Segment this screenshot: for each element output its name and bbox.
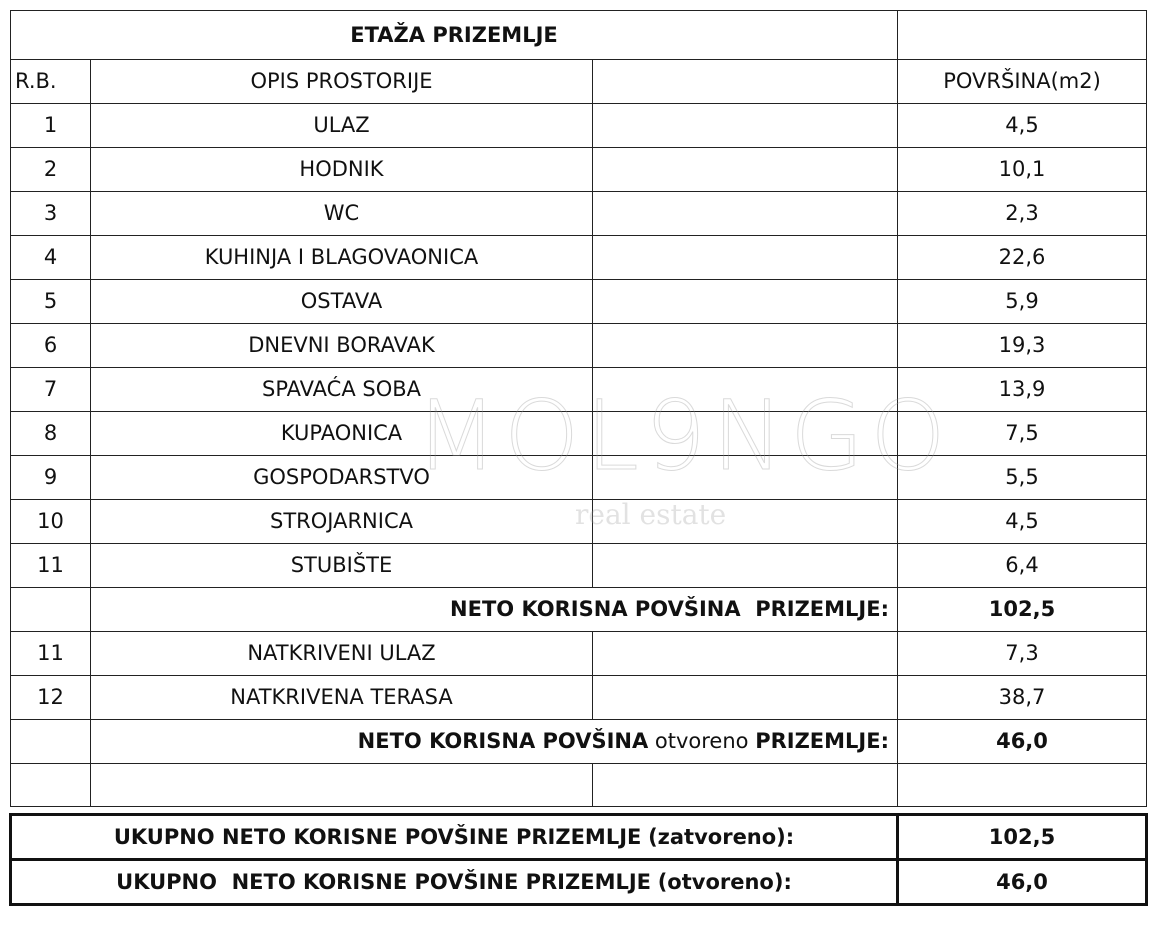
row-empty-cell <box>593 324 898 368</box>
room-name: DNEVNI BORAVAK <box>91 324 593 368</box>
total-open-row <box>11 860 1147 905</box>
table-row <box>11 412 1147 456</box>
room-area: 13,9 <box>898 368 1147 412</box>
row-number: 9 <box>11 456 91 500</box>
row-number: 11 <box>11 544 91 588</box>
room-area: 7,3 <box>898 632 1147 676</box>
area-table <box>9 10 1148 906</box>
row-empty-cell <box>593 148 898 192</box>
table-title-empty-cell <box>898 11 1147 60</box>
total-closed-label-normal: (zatvoreno): <box>648 824 795 849</box>
empty-cell <box>91 764 593 807</box>
table-row <box>11 148 1147 192</box>
table-row <box>11 456 1147 500</box>
room-area: 2,3 <box>898 192 1147 236</box>
room-name: STROJARNICA <box>91 500 593 544</box>
room-name: KUHINJA I BLAGOVAONICA <box>91 236 593 280</box>
header-empty-cell <box>593 60 898 104</box>
total-closed-row <box>11 815 1147 860</box>
row-empty-cell <box>593 236 898 280</box>
subtotal-closed-row <box>11 588 1147 632</box>
header-povrsina: POVRŠINA(m2) <box>898 60 1147 104</box>
table-row <box>11 236 1147 280</box>
gap-cell <box>11 807 1147 815</box>
table-row <box>11 368 1147 412</box>
total-closed-label <box>11 815 898 860</box>
room-name: WC <box>91 192 593 236</box>
row-empty-cell <box>593 456 898 500</box>
row-empty-cell <box>593 632 898 676</box>
row-empty-cell <box>593 280 898 324</box>
subtotal-closed-label: NETO KORISNA POVŠINA PRIZEMLJE: <box>91 588 898 632</box>
room-area: 38,7 <box>898 676 1147 720</box>
area-table-sheet <box>9 10 1148 906</box>
room-name: SPAVAĆA SOBA <box>91 368 593 412</box>
row-empty-cell <box>593 544 898 588</box>
header-opis: OPIS PROSTORIJE <box>91 60 593 104</box>
table-title: ETAŽA PRIZEMLJE <box>11 11 898 60</box>
subtotal-open-empty-cell <box>11 720 91 764</box>
row-number: 5 <box>11 280 91 324</box>
room-area: 19,3 <box>898 324 1147 368</box>
room-name: STUBIŠTE <box>91 544 593 588</box>
subtotal-open-label <box>91 720 898 764</box>
table-row <box>11 632 1147 676</box>
subtotal-open-row <box>11 720 1147 764</box>
room-area: 4,5 <box>898 500 1147 544</box>
total-open-value: 46,0 <box>898 860 1147 905</box>
row-number: 1 <box>11 104 91 148</box>
room-name: HODNIK <box>91 148 593 192</box>
room-name: NATKRIVENI ULAZ <box>91 632 593 676</box>
subtotal-open-label-part2: otvoreno <box>654 729 749 753</box>
subtotal-empty-cell <box>11 588 91 632</box>
row-number: 10 <box>11 500 91 544</box>
row-number: 3 <box>11 192 91 236</box>
subtotal-open-value: 46,0 <box>898 720 1147 764</box>
room-name: GOSPODARSTVO <box>91 456 593 500</box>
table-row <box>11 280 1147 324</box>
room-name: ULAZ <box>91 104 593 148</box>
table-row <box>11 544 1147 588</box>
row-empty-cell <box>593 676 898 720</box>
watermark-brand: MOL9NGO <box>415 380 952 492</box>
row-empty-cell <box>593 500 898 544</box>
row-number: 4 <box>11 236 91 280</box>
total-open-label <box>11 860 898 905</box>
row-number: 8 <box>11 412 91 456</box>
table-row <box>11 324 1147 368</box>
room-name: OSTAVA <box>91 280 593 324</box>
empty-row <box>11 764 1147 807</box>
table-row <box>11 104 1147 148</box>
empty-cell <box>898 764 1147 807</box>
row-empty-cell <box>593 104 898 148</box>
room-name: NATKRIVENA TERASA <box>91 676 593 720</box>
subtotal-closed-value: 102,5 <box>898 588 1147 632</box>
row-number: 2 <box>11 148 91 192</box>
table-header-row <box>11 60 1147 104</box>
row-number: 12 <box>11 676 91 720</box>
row-number: 11 <box>11 632 91 676</box>
room-area: 4,5 <box>898 104 1147 148</box>
room-name: KUPAONICA <box>91 412 593 456</box>
empty-cell <box>11 764 91 807</box>
room-area: 5,5 <box>898 456 1147 500</box>
total-open-label-normal: (otvoreno): <box>657 869 792 894</box>
row-empty-cell <box>593 192 898 236</box>
table-title-row <box>11 11 1147 60</box>
row-empty-cell <box>593 412 898 456</box>
subtotal-open-label-part3: PRIZEMLJE: <box>755 729 889 753</box>
total-closed-label-bold: UKUPNO NETO KORISNE POVŠINE PRIZEMLJE <box>113 824 642 849</box>
row-empty-cell <box>593 368 898 412</box>
room-area: 5,9 <box>898 280 1147 324</box>
total-closed-value: 102,5 <box>898 815 1147 860</box>
room-area: 7,5 <box>898 412 1147 456</box>
empty-cell <box>593 764 898 807</box>
row-number: 7 <box>11 368 91 412</box>
subtotal-open-label-part1: NETO KORISNA POVŠINA <box>357 729 649 753</box>
watermark-tagline: real estate <box>575 498 727 531</box>
room-area: 6,4 <box>898 544 1147 588</box>
gap-row <box>11 807 1147 815</box>
row-number: 6 <box>11 324 91 368</box>
total-open-label-bold: UKUPNO NETO KORISNE POVŠINE PRIZEMLJE <box>116 869 652 894</box>
room-area: 10,1 <box>898 148 1147 192</box>
room-area: 22,6 <box>898 236 1147 280</box>
table-row <box>11 676 1147 720</box>
header-rb: R.B. <box>11 60 91 104</box>
table-row <box>11 500 1147 544</box>
table-row <box>11 192 1147 236</box>
